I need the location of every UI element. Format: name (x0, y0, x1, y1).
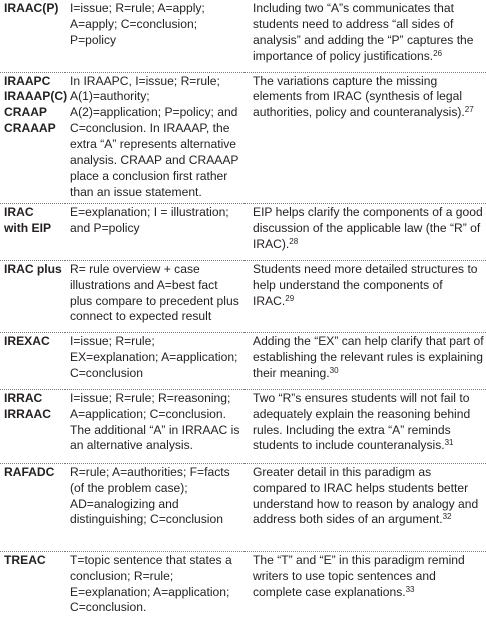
explanation-text: Including two “A”s communicates that students need to address “all sides of analysis” and adding the “P” captures the importance of policy justifications. (253, 1, 474, 63)
footnote-marker: 26 (433, 48, 443, 58)
paradigm-name: TREAC (4, 552, 46, 567)
paradigm-definition: In IRAAPC, I=issue; R=rule; A(1)=authority; A(2)=application; P=policy; and C=conclusion. In IRAAAP, the extra “A” represents alternative analysis. CRAAP and CRAAAP place a conclusion first rather than an issue statement. (65, 72, 244, 203)
explanation-text: Students need more detailed structures to help understand the components of IRAC. (253, 261, 478, 308)
paradigm-explanation (244, 463, 486, 551)
paradigm-explanation (244, 389, 486, 463)
explanation-text: Two “R”s ensures students will not fail to adequately explain the reasoning behind rules. Including the extra “A” reminds students to include counteranalysis. (253, 390, 471, 453)
paradigm-definition: T=topic sentence that states a conclusion; R=rule; E=explanation; A=application; C=conclusion. (70, 552, 232, 615)
footnote-marker: 29 (285, 293, 295, 303)
footnote-marker: 28 (289, 236, 299, 246)
footnote-marker: 27 (464, 105, 474, 115)
paradigm-definition: R= rule overview + case illustrations and A=best fact plus compare to precedent plus connect to expected result (65, 260, 244, 332)
footnote-marker: 31 (444, 438, 454, 448)
table-row (0, 551, 486, 625)
table-row (0, 389, 486, 463)
paradigm-name: IRAC plus (0, 260, 65, 332)
paradigm-explanation (244, 0, 486, 72)
paradigm-definition: E=explanation; I = illustration; and P=policy (65, 203, 244, 260)
paradigm-definition: I=issue; R=rule; EX=explanation; A=application; C=conclusion (65, 332, 244, 389)
paradigm-definition: R=rule; A=authorities; F=facts (of the problem case); AD=analogizing and distinguishing; C=conclusion (65, 463, 244, 551)
paradigm-name: IRAC with EIP (0, 203, 65, 260)
footnote-marker: 33 (405, 584, 415, 594)
explanation-text: EIP helps clarify the components of a good discussion of the applicable law (the “R” of IRAC). (253, 204, 483, 251)
explanation-text: The “T” and “E” in this paradigm remind writers to use topic sentences and complete case explanations. (253, 552, 465, 599)
explanation-text: Greater detail in this paradigm as compared to IRAC helps students better understand how to reason by analogy and address both sides of an argument. (253, 464, 479, 527)
paradigm-explanation (244, 72, 486, 203)
paradigm-explanation (244, 203, 486, 260)
table-row (0, 0, 486, 72)
table-row (0, 463, 486, 551)
footnote-marker: 32 (442, 512, 452, 522)
table-row (0, 72, 486, 203)
paradigm-name: IRAAC(P) (0, 0, 65, 72)
paradigm-definition: I=issue; R=rule; A=apply; A=apply; C=conclusion; P=policy (65, 0, 244, 72)
paradigm-definition: I=issue; R=rule; R=reasoning; A=application; C=conclusion. The additional “A” in IRRAAC is an alternative analysis. (65, 389, 244, 463)
explanation-text: Adding the “EX” can help clarify that part of establishing the relevant rules is explaining their meaning. (253, 333, 484, 380)
paradigm-name: IREXAC (0, 332, 65, 389)
paradigm-name: RAFADC (0, 463, 65, 551)
paradigm-explanation (244, 332, 486, 389)
table-row (0, 332, 486, 389)
footnote-marker: 30 (329, 365, 339, 375)
explanation-text: The variations capture the missing elements from IRAC (synthesis of legal authorities, policy and counteranalysis). (253, 73, 465, 120)
table-row (0, 203, 486, 260)
paradigm-name: IRAAPC IRAAAP(C) CRAAP CRAAAP (0, 72, 65, 203)
table-row (0, 260, 486, 332)
paradigm-name: IRRAC IRRAAC (0, 389, 65, 463)
paradigm-explanation (244, 551, 486, 625)
paradigm-explanation (244, 260, 486, 332)
